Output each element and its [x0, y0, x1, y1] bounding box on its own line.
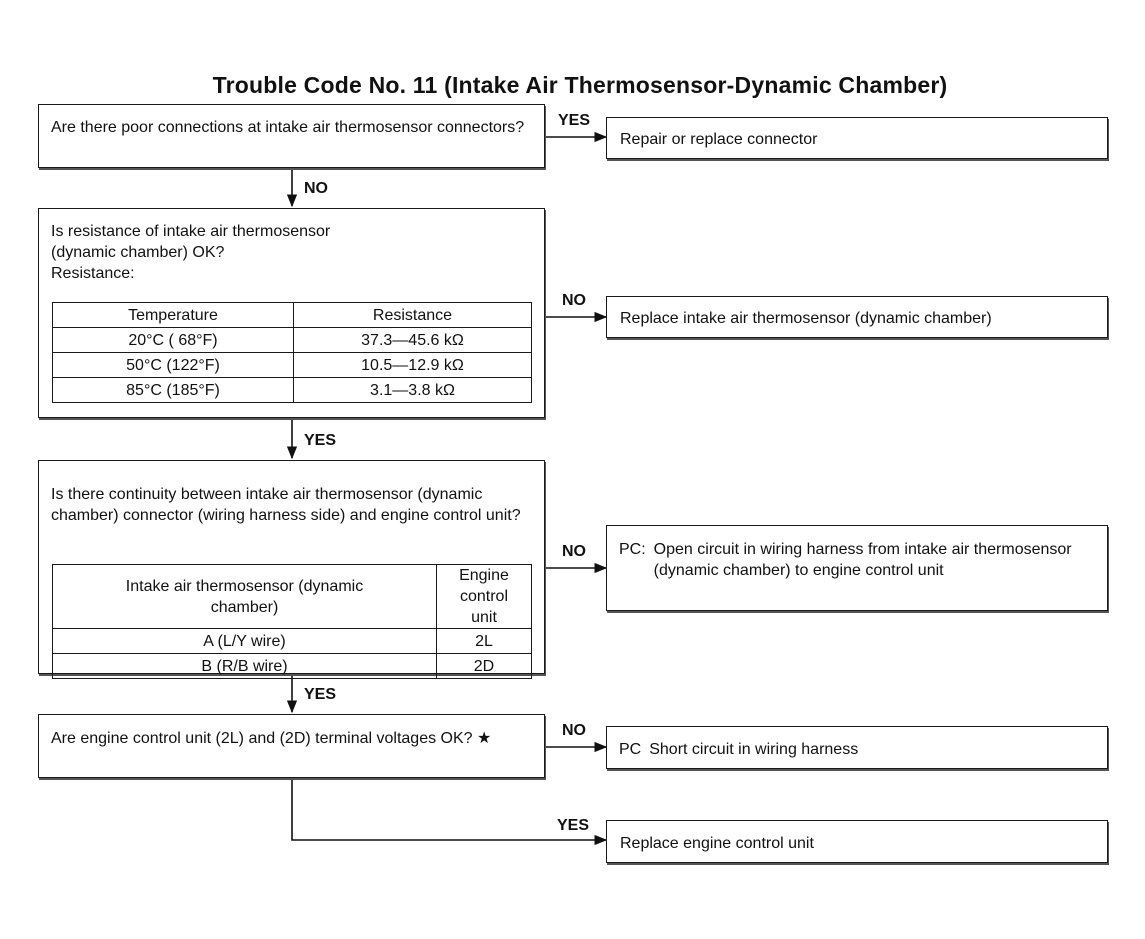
- continuity-table: [52, 564, 532, 679]
- table-header: Temperature: [53, 303, 294, 328]
- resistance-table: [52, 302, 532, 403]
- result-text: [619, 539, 1094, 581]
- label-yes: YES: [558, 112, 591, 129]
- table-cell: 37.3—45.6 kΩ: [294, 328, 532, 353]
- question-text: Are engine control unit (2L) and (2D) terminal voltages OK?: [51, 730, 473, 747]
- label-yes: YES: [304, 432, 337, 449]
- table-cell: A (L/Y wire): [53, 629, 437, 654]
- table-header: Resistance: [294, 303, 532, 328]
- result-text: Repair or replace connector: [620, 131, 818, 148]
- table-cell: 20°C ( 68°F): [53, 328, 294, 353]
- question-text: [51, 728, 521, 749]
- table-cell: 2D: [437, 654, 532, 679]
- diagram-title: Trouble Code No. 11 (Intake Air Thermosensor-Dynamic Chamber): [212, 72, 948, 98]
- label-no: NO: [562, 543, 586, 560]
- table-cell: 10.5—12.9 kΩ: [294, 353, 532, 378]
- question-text: Are there poor connections at intake air thermosensor connectors?: [51, 119, 525, 136]
- table-header: Engine control unit: [437, 565, 532, 629]
- table-cell: 50°C (122°F): [53, 353, 294, 378]
- question-text: (dynamic chamber) OK?: [51, 244, 225, 261]
- pc-label: PC: [619, 741, 642, 758]
- label-no: NO: [562, 292, 586, 309]
- pc-label: PC:: [619, 541, 646, 558]
- pc-text: Open circuit in wiring harness from intake air thermosensor (dynamic chamber) to engine control unit: [653, 541, 1072, 579]
- question-text: Is resistance of intake air thermosensor: [51, 223, 331, 240]
- question-text: Is there continuity between intake air thermosensor (dynamic chamber) connector (wiring harness side) and engine control unit?: [51, 486, 521, 524]
- result-text: Replace engine control unit: [620, 835, 814, 852]
- table-cell: 3.1—3.8 kΩ: [294, 378, 532, 403]
- label-yes: YES: [304, 686, 337, 703]
- star-icon: ★: [477, 730, 492, 747]
- question-text: Resistance:: [51, 265, 135, 282]
- table-cell: 2L: [437, 629, 532, 654]
- result-text: Replace intake air thermosensor (dynamic chamber): [620, 310, 992, 327]
- label-no: NO: [304, 180, 328, 197]
- table-cell: B (R/B wire): [53, 654, 437, 679]
- pc-text: Short circuit in wiring harness: [649, 741, 859, 758]
- label-yes: YES: [557, 817, 590, 834]
- result-text: [619, 739, 1094, 760]
- label-no: NO: [562, 722, 586, 739]
- table-header: Intake air thermosensor (dynamic chamber): [53, 565, 437, 629]
- table-cell: 85°C (185°F): [53, 378, 294, 403]
